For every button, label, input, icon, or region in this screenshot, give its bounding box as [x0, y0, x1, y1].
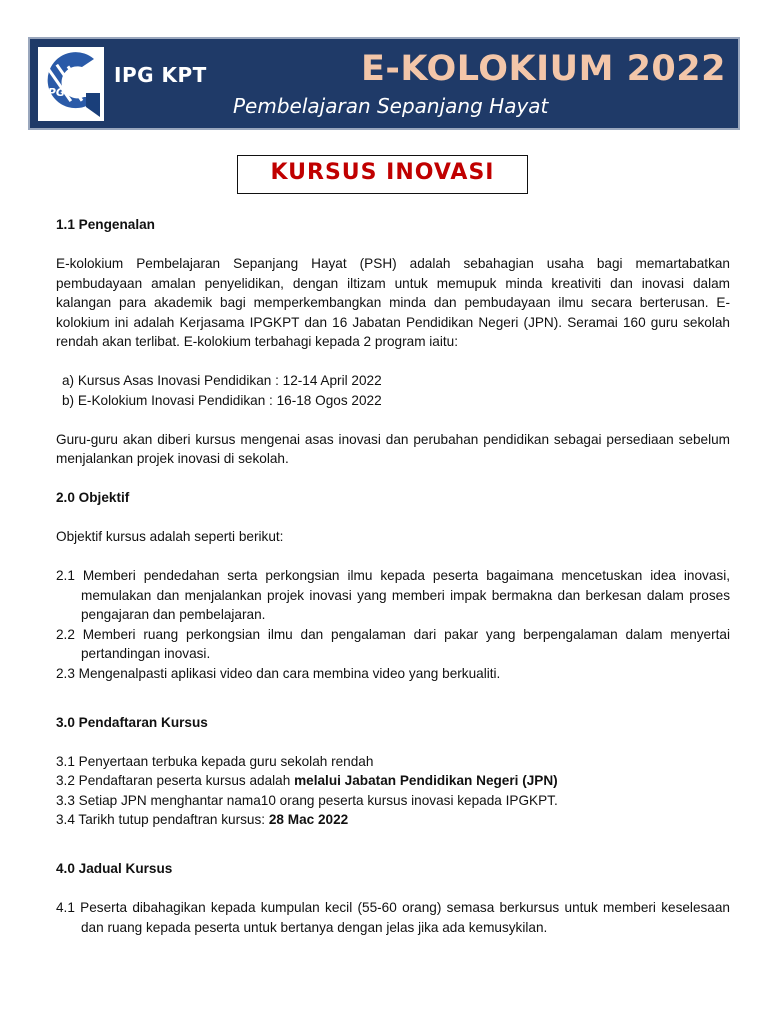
- course-title: KURSUS INOVASI: [270, 160, 495, 185]
- logo-text: IPG KPT: [114, 63, 207, 87]
- paragraph: E-kolokium Pembelajaran Sepanjang Hayat (PSH) adalah sebahagian usaha bagi memartabatkan pembudayaan amalan penyelidikan, dengan iltizam untuk memupuk minda kreativiti dan inovasi dalam kalangan para akademik bagi memperkembangkan minda dan pembudayaan ilmu secara berterusan. E-kolokium ini adalah Kerjasama IPGKPT dan 16 Jabatan Pendidikan Negeri (JPN). Seramai 160 guru sekolah rendah akan terlibat. E-kolokium terbahagi kepada 2 program iaitu:: [56, 256, 730, 349]
- document-body: [56, 215, 730, 937]
- list-item: 2.2 Memberi ruang perkongsian ilmu dan pengalaman dari pakar yang berpengalaman dalam menyertai pertandingan inovasi.: [56, 626, 730, 661]
- list-item-emphasis: 28 Mac 2022: [268, 812, 349, 827]
- list-item: [56, 810, 730, 830]
- course-title-box: [237, 155, 528, 194]
- svg-text:iPG: iPG: [44, 86, 65, 99]
- section-heading: 3.0 Pendaftaran Kursus: [56, 714, 208, 730]
- paragraph: Objektif kursus adalah seperti berikut:: [56, 529, 284, 544]
- list-item: 3.3 Setiap JPN menghantar nama10 orang peserta kursus inovasi kepada IPGKPT.: [56, 792, 558, 808]
- ipg-logo-icon: [38, 47, 104, 121]
- list-item: 2.1 Memberi pendedahan serta perkongsian ilmu kepada peserta bagaimana mencetuskan idea inovasi, memulakan dan menjalankan projek inovasi yang memberi impak bermakna dan berkesan dalam proses pengajaran dan pembelajaran.: [56, 568, 730, 622]
- list-item: b) E-Kolokium Inovasi Pendidikan : 16-18 Ogos 2022: [62, 392, 382, 408]
- page-title: E-KOLOKIUM 2022: [360, 49, 726, 89]
- list-item-text: 3.4 Tarikh tutup pendaftran kursus:: [56, 812, 269, 827]
- list-item: 2.3 Mengenalpasti aplikasi video dan cara membina video yang berkualiti.: [56, 665, 501, 681]
- ipg-logo: [38, 47, 104, 121]
- list-item: 3.1 Penyertaan terbuka kepada guru sekolah rendah: [56, 753, 374, 769]
- section-heading: 1.1 Pengenalan: [56, 217, 155, 232]
- paragraph: Guru-guru akan diberi kursus mengenai asas inovasi dan perubahan pendidikan sebagai persediaan sebelum menjalankan projek inovasi di sekolah.: [56, 431, 730, 466]
- section-heading: 4.0 Jadual Kursus: [56, 861, 173, 876]
- list-item: 4.1 Peserta dibahagikan kepada kumpulan kecil (55-60 orang) semasa berkursus untuk memberi keselesaan dan ruang kepada peserta untuk bertanya dengan jelas jika ada kemusykilan.: [56, 900, 730, 935]
- section-heading: 2.0 Objektif: [56, 490, 130, 505]
- header-banner: [28, 37, 740, 130]
- page-subtitle: Pembelajaran Sepanjang Hayat: [233, 94, 549, 118]
- list-item-emphasis: melalui Jabatan Pendidikan Negeri (JPN): [294, 773, 558, 788]
- list-item: [56, 771, 730, 791]
- list-item: a) Kursus Asas Inovasi Pendidikan : 12-14 April 2022: [62, 373, 382, 388]
- list-item-text: 3.2 Pendaftaran peserta kursus adalah: [56, 773, 295, 788]
